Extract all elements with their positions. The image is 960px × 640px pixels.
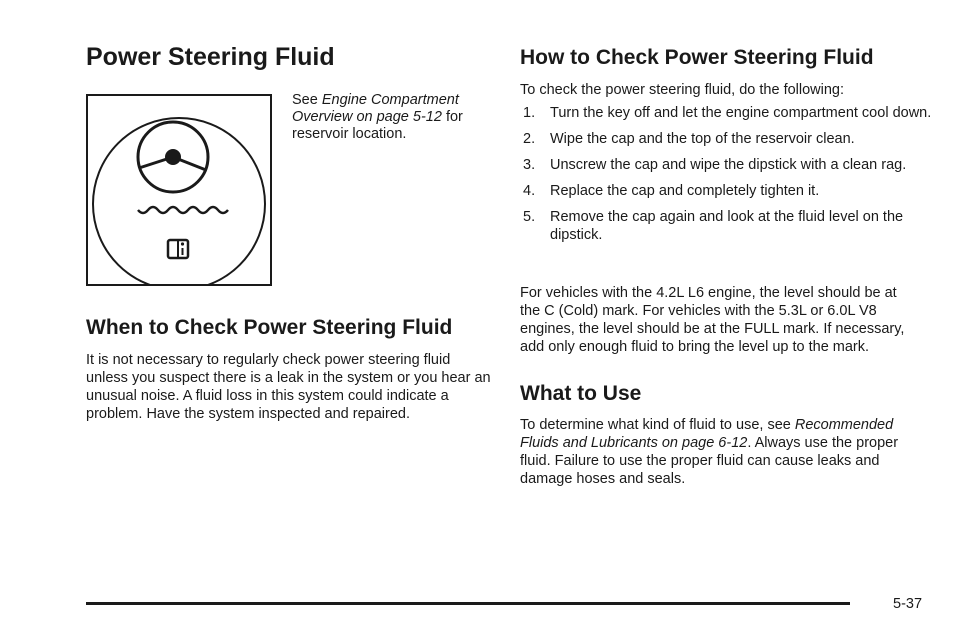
step-number: 3. [523,157,536,173]
step-text: Replace the cap and completely tighten it. [550,183,820,199]
fluid-level-text: For vehicles with the 4.2L L6 engine, the level should be at the C (Cold) mark. For vehicles with the 5.3L or 6.0L V8 engines, the level should be at the FULL mark. If necessary, add only enough fluid to bring the level up to the mark. [520,285,905,355]
reservoir-location-note [292,92,492,143]
step-text: Wipe the cap and the top of the reservoir clean. [550,131,855,147]
what-to-use-heading: What to Use [520,382,642,405]
when-to-check-heading: When to Check Power Steering Fluid [86,316,453,339]
step-text: Turn the key off and let the engine compartment cool down. [550,105,932,121]
reservoir-location-text: for reservoir location. [292,109,463,142]
check-steps-list [523,104,933,252]
power-steering-fluid-symbol-icon [86,94,272,286]
page-title: Power Steering Fluid [86,43,335,71]
list-item [523,208,933,244]
step-number: 5. [523,209,536,225]
footer-rule [86,602,850,605]
what-to-use-text [520,416,920,488]
what-to-use-text-start: To determine what kind of fluid to use, see [520,417,791,433]
engine-compartment-reference: Engine Compartment Overview on page 5-12 [292,92,459,125]
step-number: 2. [523,131,536,147]
list-item [523,182,933,200]
when-to-check-text: It is not necessary to regularly check power steering fluid unless you suspect there is a leak in the system or you hear an unusual noise. A fluid loss in this system could indicate a problem. Have the system inspected and repaired. [86,352,491,422]
step-number: 4. [523,183,536,199]
page-number: 5-37 [893,596,923,612]
list-item [523,104,933,122]
how-to-check-intro: To check the power steering fluid, do the following: [520,82,845,98]
how-to-check-heading: How to Check Power Steering Fluid [520,46,874,69]
step-text: Remove the cap again and look at the fluid level on the dipstick. [550,209,904,243]
step-text: Unscrew the cap and wipe the dipstick with a clean rag. [550,157,907,173]
recommended-fluids-reference: Recommended Fluids and Lubricants on page 6-12 [520,417,894,451]
list-item [523,156,933,174]
see-text: See [292,92,318,108]
list-item [523,130,933,148]
step-number: 1. [523,105,536,121]
what-to-use-text-end: . Always use the proper fluid. Failure to use the proper fluid can cause leaks and damage hoses and seals. [520,435,899,487]
